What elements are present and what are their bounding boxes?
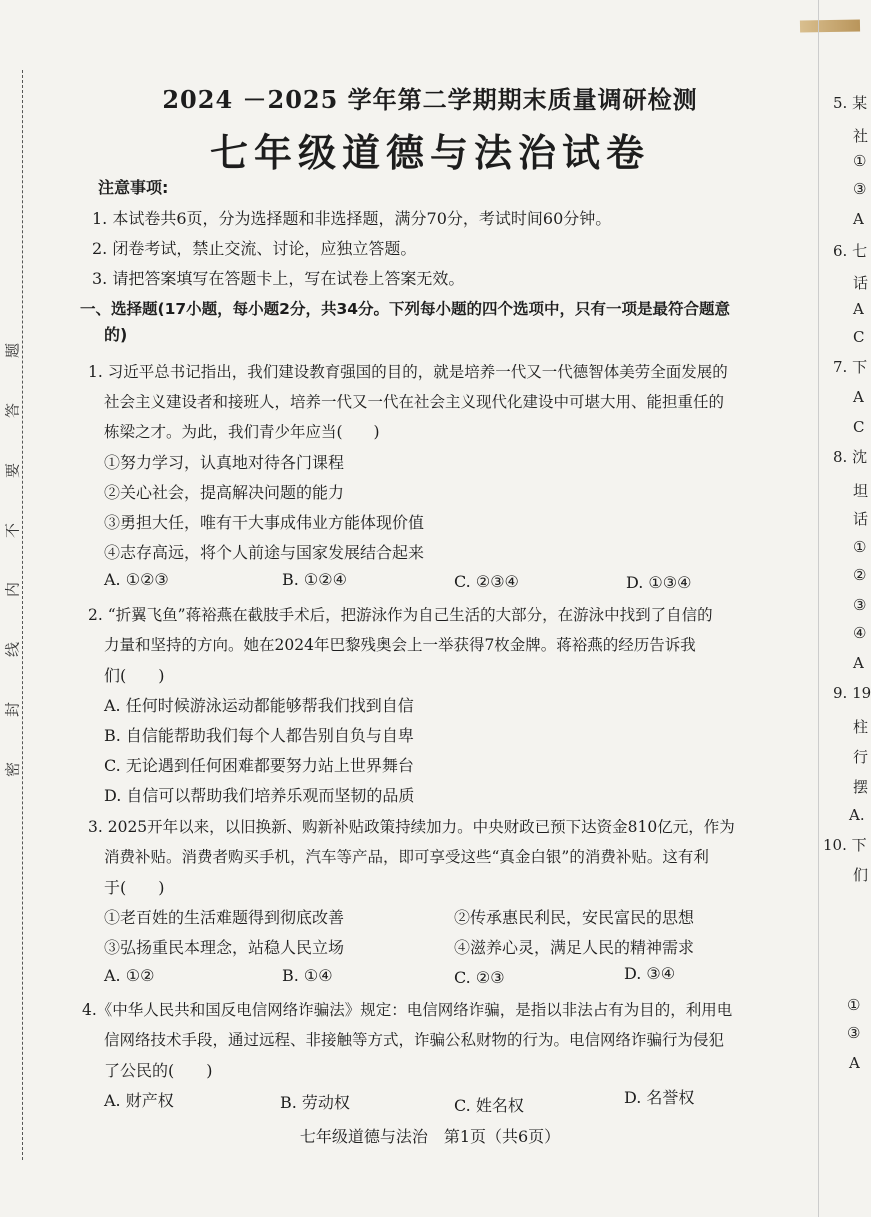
fragment: 5. 某 — [833, 94, 868, 112]
question-text: 力量和坚持的方向。她在2024年巴黎残奥会上一举获得7枚金牌。蒋裕燕的经历告诉我 — [104, 636, 696, 654]
fragment: 行 — [853, 748, 869, 766]
binding-char: 封 — [3, 702, 22, 718]
fragment: A — [853, 654, 864, 672]
fragment: ① — [847, 996, 861, 1014]
fragment: 9. 19 — [833, 684, 871, 702]
question-text: 2. “折翼飞鱼”蒋裕燕在截肢手术后，把游泳作为自己生活的大部分，在游泳中找到了自信的 — [88, 606, 713, 624]
fragment: 6. 七 — [833, 242, 868, 260]
fragment: C — [853, 418, 865, 436]
fragment: A — [853, 300, 864, 318]
question-text: 栋梁之才。为此，我们青少年应当( ) — [104, 423, 380, 441]
statement: ②传承惠民利民，安民富民的思想 — [454, 908, 695, 927]
fragment: 们 — [853, 866, 869, 884]
option-c: C. 姓名权 — [454, 1096, 524, 1115]
option-b: B. 自信能帮助我们每个人都告别自负与自卑 — [104, 726, 414, 745]
question-text: 4.《中华人民共和国反电信网络诈骗法》规定：电信网络诈骗，是指以非法占有为目的，利用电 — [82, 1001, 733, 1019]
option-c: C. ②③ — [454, 968, 505, 987]
statement: ①努力学习，认真地对待各门课程 — [104, 453, 345, 472]
fragment: ④ — [853, 624, 867, 642]
question-text: 1. 习近平总书记指出，我们建设教育强国的目的，就是培养一代又一代德智体美劳全面发展的 — [88, 363, 728, 381]
fragment: 摆 — [853, 778, 869, 796]
section-heading-cont: 的) — [104, 325, 128, 344]
next-page-edge — [818, 0, 871, 1217]
option-a: A. ①② — [104, 966, 155, 985]
binding-char: 内 — [3, 582, 22, 598]
page-footer: 七年级道德与法治 第1页（共6页） — [299, 1127, 561, 1146]
fragment: 社 — [853, 127, 869, 145]
fragment: ③ — [853, 180, 867, 198]
fragment: 7. 下 — [833, 358, 868, 376]
option-d: D. ③④ — [624, 964, 676, 983]
binding-char: 题 — [3, 343, 22, 359]
question-text: 社会主义建设者和接班人，培养一代又一代在社会主义现代化建设中可堪大用、能担重任的 — [104, 393, 725, 411]
statement: ③弘扬重民本理念，站稳人民立场 — [104, 938, 345, 957]
option-a: A. ①②③ — [104, 570, 169, 589]
fragment: 坦 — [853, 482, 869, 500]
option-a: A. 财产权 — [104, 1091, 174, 1110]
option-d: D. ①③④ — [626, 573, 692, 592]
exam-term-title: 2024 －2025 学年第二学期期末质量调研检测 — [162, 85, 698, 114]
statement: ②关心社会，提高解决问题的能力 — [104, 483, 345, 502]
question-text: 信网络技术手段，通过远程、非接触等方式，诈骗公私财物的行为。电信网络诈骗行为侵犯 — [104, 1031, 725, 1049]
option-d: D. 名誉权 — [624, 1088, 695, 1107]
fragment: A — [853, 388, 864, 406]
question-text: 了公民的( ) — [104, 1061, 213, 1080]
notes-title: 注意事项: — [98, 178, 169, 197]
binding-char: 密 — [3, 761, 22, 777]
fragment: A — [849, 1054, 860, 1072]
statement: ④滋养心灵，满足人民的精神需求 — [454, 938, 695, 957]
fragment: ② — [853, 566, 867, 584]
section-heading: 一、选择题(17小题，每小题2分，共34分。下列每小题的四个选项中，只有一项是最符合题意 — [80, 300, 731, 318]
note-item: 1. 本试卷共6页，分为选择题和非选择题，满分70分，考试时间60分钟。 — [92, 209, 612, 228]
binding-warning — [4, 340, 20, 780]
fragment: 8. 沈 — [833, 448, 868, 466]
fragment: 话 — [853, 510, 869, 528]
fragment: 10. 下 — [823, 836, 867, 854]
fragment: A. — [849, 806, 865, 824]
fragment: 话 — [853, 274, 869, 292]
fragment: ③ — [847, 1024, 861, 1042]
option-b: B. ①④ — [282, 966, 333, 985]
fragment: A — [853, 210, 864, 228]
question-text: 于( ) — [104, 878, 165, 897]
option-d: D. 自信可以帮助我们培养乐观而坚韧的品质 — [104, 786, 415, 805]
binding-char: 要 — [3, 462, 22, 478]
fragment: ① — [853, 538, 867, 556]
note-item: 2. 闭卷考试，禁止交流、讨论，应独立答题。 — [92, 239, 417, 258]
binding-char: 答 — [3, 402, 22, 418]
binding-char: 不 — [3, 522, 22, 538]
note-item: 3. 请把答案填写在答题卡上，写在试卷上答案无效。 — [92, 269, 465, 288]
fragment: 柱 — [853, 718, 869, 736]
option-c: C. 无论遇到任何困难都要努力站上世界舞台 — [104, 756, 414, 775]
fragment: ③ — [853, 596, 867, 614]
exam-subject-title: 七年级道德与法治试卷 — [209, 130, 650, 175]
statement: ④志存高远，将个人前途与国家发展结合起来 — [104, 543, 425, 562]
option-c: C. ②③④ — [454, 572, 519, 591]
question-text: 3. 2025开年以来，以旧换新、购新补贴政策持续加力。中央财政已预下达资金810亿元，作为 — [88, 818, 735, 836]
fragment: ① — [853, 152, 867, 170]
question-text: 们( ) — [104, 666, 165, 685]
question-text: 消费补贴。消费者购买手机，汽车等产品，即可享受这些“真金白银”的消费补贴。这有利 — [104, 848, 709, 866]
binding-char: 线 — [3, 642, 22, 658]
fragment: C — [853, 328, 865, 346]
statement: ③勇担大任，唯有干大事成伟业方能体现价值 — [104, 513, 425, 532]
option-b: B. 劳动权 — [280, 1093, 350, 1112]
binding-dashed-line — [22, 70, 23, 1160]
statement: ①老百姓的生活难题得到彻底改善 — [104, 908, 345, 927]
option-b: B. ①②④ — [282, 570, 347, 589]
option-a: A. 任何时候游泳运动都能够帮我们找到自信 — [104, 696, 414, 715]
